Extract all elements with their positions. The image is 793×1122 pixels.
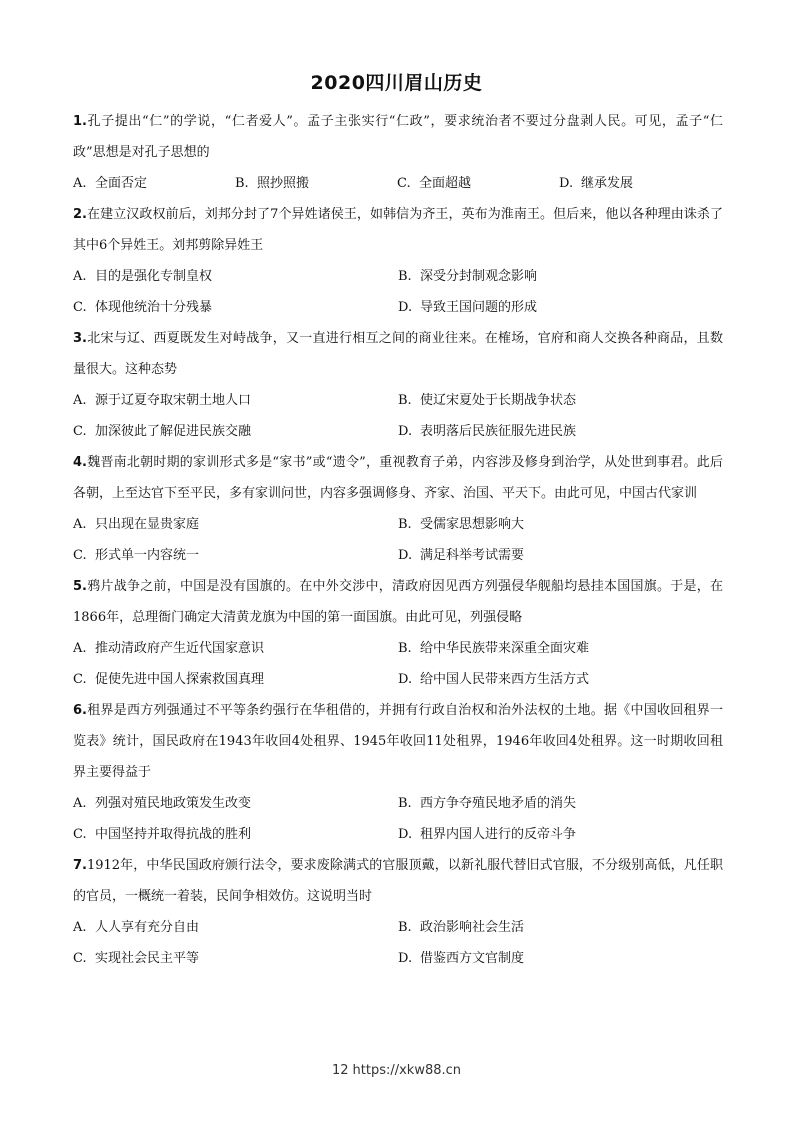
option-c [73, 292, 398, 323]
option-c [73, 540, 398, 571]
option-text: 只出现在显贵家庭 [95, 517, 200, 532]
option-d [398, 819, 723, 850]
option-letter: A. [73, 641, 87, 656]
option-text: 加深彼此了解促进民族交融 [95, 424, 252, 439]
page-number: 12 [331, 1063, 349, 1078]
option-c [73, 664, 398, 695]
question-4 [73, 447, 723, 571]
option-b [398, 912, 723, 943]
option-text: 实现社会民主平等 [95, 951, 200, 966]
question-6 [73, 695, 723, 850]
option-text: 全面超越 [419, 176, 472, 191]
option-a [73, 788, 398, 819]
question-1 [73, 106, 723, 199]
question-number: 6. [73, 703, 87, 718]
option-d [398, 540, 723, 571]
question-7 [73, 850, 723, 974]
option-text: 推动清政府产生近代国家意识 [95, 641, 265, 656]
question-number: 2. [73, 207, 87, 222]
option-c [397, 168, 559, 199]
option-text: 形式单一内容统一 [95, 548, 200, 563]
question-number: 1. [73, 114, 87, 129]
option-text: 列强对殖民地政策发生改变 [95, 796, 252, 811]
option-d [559, 168, 721, 199]
option-letter: D. [398, 951, 413, 966]
option-letter: B. [398, 796, 412, 811]
option-text: 政治影响社会生活 [420, 920, 525, 935]
option-text: 促使先进中国人探索救国真理 [95, 672, 265, 687]
option-b [398, 788, 723, 819]
option-text: 目的是强化专制皇权 [95, 269, 213, 284]
question-stem [73, 447, 723, 509]
option-letter: C. [73, 672, 87, 687]
question-3 [73, 323, 723, 447]
option-letter: C. [73, 827, 87, 842]
options [73, 633, 723, 695]
option-letter: B. [398, 517, 412, 532]
option-text: 使辽宋夏处于长期战争状态 [420, 393, 577, 408]
option-letter: D. [398, 300, 413, 315]
option-letter: D. [559, 176, 574, 191]
option-letter: C. [73, 548, 87, 563]
option-text: 西方争夺殖民地矛盾的消失 [420, 796, 577, 811]
option-letter: B. [398, 269, 412, 284]
page-footer [0, 1063, 793, 1078]
option-a [73, 385, 398, 416]
option-text: 中国坚持并取得抗战的胜利 [95, 827, 252, 842]
question-text: 1912年，中华民国政府颁行法令，要求废除满式的官服顶戴，以新礼服代替旧式官服，不分级别高低，凡任职的官员，一概统一着装，民间争相效仿。这说明当时 [73, 858, 723, 904]
option-letter: C. [397, 176, 411, 191]
question-text: 租界是西方列强通过不平等条约强行在华租借的，并拥有行政自治权和治外法权的土地。据《中国收回租界一览表》统计，国民政府在1943年收回4处租界、1945年收回11处租界，1946年收回4处租界。这一时期收回租界主要得益于 [73, 703, 723, 780]
option-text: 受儒家思想影响大 [420, 517, 525, 532]
option-text: 满足科举考试需要 [420, 548, 525, 563]
option-a [73, 509, 398, 540]
footer-url[interactable]: https://xkw88.cn [352, 1063, 462, 1078]
option-a [73, 168, 235, 199]
options [73, 385, 723, 447]
option-text: 租界内国人进行的反帝斗争 [420, 827, 577, 842]
option-b [398, 509, 723, 540]
question-list [73, 106, 723, 974]
option-letter: B. [398, 393, 412, 408]
options [73, 261, 723, 323]
question-2 [73, 199, 723, 323]
option-letter: A. [73, 176, 87, 191]
option-text: 给中国人民带来西方生活方式 [420, 672, 590, 687]
options [73, 788, 723, 850]
question-number: 5. [73, 579, 87, 594]
question-stem [73, 695, 723, 788]
option-d [398, 943, 723, 974]
question-stem [73, 850, 723, 912]
option-letter: A. [73, 393, 87, 408]
question-number: 4. [73, 455, 87, 470]
option-letter: D. [398, 827, 413, 842]
option-d [398, 292, 723, 323]
question-number: 7. [73, 858, 87, 873]
page-title: 2020四川眉山历史 [310, 72, 483, 94]
option-b [235, 168, 397, 199]
question-stem [73, 323, 723, 385]
question-text: 鸦片战争之前，中国是没有国旗的。在中外交涉中，清政府因见西方列强侵华舰船均悬挂本国国旗。于是，在1866年，总理衙门确定大清黄龙旗为中国的第一面国旗。由此可见，列强侵略 [73, 579, 723, 625]
question-stem [73, 199, 723, 261]
option-text: 源于辽夏夺取宋朝土地人口 [95, 393, 252, 408]
option-text: 继承发展 [581, 176, 634, 191]
option-c [73, 416, 398, 447]
question-number: 3. [73, 331, 87, 346]
option-letter: D. [398, 672, 413, 687]
option-letter: A. [73, 796, 87, 811]
option-b [398, 261, 723, 292]
question-5 [73, 571, 723, 695]
option-letter: D. [398, 548, 413, 563]
question-stem [73, 106, 723, 168]
option-text: 借鉴西方文官制度 [420, 951, 525, 966]
option-b [398, 633, 723, 664]
option-b [398, 385, 723, 416]
option-letter: C. [73, 300, 87, 315]
question-text: 魏晋南北朝时期的家训形式多是“家书”或“遗令”，重视教育子弟，内容涉及修身到治学，从处世到事君。此后各朝，上至达官下至平民，多有家训问世，内容多强调修身、齐家、治国、平天下。由此可见，中国古代家训 [73, 455, 723, 501]
option-d [398, 664, 723, 695]
option-letter: C. [73, 424, 87, 439]
option-letter: D. [398, 424, 413, 439]
option-c [73, 819, 398, 850]
options [73, 168, 723, 199]
question-stem [73, 571, 723, 633]
option-letter: B. [398, 641, 412, 656]
option-a [73, 912, 398, 943]
question-text: 在建立汉政权前后，刘邦分封了7个异姓诸侯王，如韩信为齐王，英布为淮南王。但后来，他以各种理由诛杀了其中6个异姓王。刘邦剪除异姓王 [73, 207, 723, 253]
option-letter: B. [398, 920, 412, 935]
option-text: 给中华民族带来深重全面灾难 [420, 641, 590, 656]
option-text: 表明落后民族征服先进民族 [420, 424, 577, 439]
option-text: 导致王国问题的形成 [420, 300, 538, 315]
question-text: 北宋与辽、西夏既发生对峙战争，又一直进行相互之间的商业往来。在榷场，官府和商人交换各种商品，且数量很大。这种态势 [73, 331, 723, 377]
options [73, 509, 723, 571]
option-text: 照抄照搬 [257, 176, 310, 191]
option-text: 体现他统治十分残暴 [95, 300, 213, 315]
option-letter: C. [73, 951, 87, 966]
options [73, 912, 723, 974]
question-text: 孔子提出“仁”的学说，“仁者爱人”。孟子主张实行“仁政”，要求统治者不要过分盘剥人民。可见，孟子“仁政”思想是对孔子思想的 [73, 114, 723, 160]
option-text: 深受分封制观念影响 [420, 269, 538, 284]
option-a [73, 261, 398, 292]
option-letter: B. [235, 176, 249, 191]
option-letter: A. [73, 517, 87, 532]
option-letter: A. [73, 269, 87, 284]
option-d [398, 416, 723, 447]
option-c [73, 943, 398, 974]
option-letter: A. [73, 920, 87, 935]
option-text: 全面否定 [95, 176, 148, 191]
option-text: 人人享有充分自由 [95, 920, 200, 935]
option-a [73, 633, 398, 664]
